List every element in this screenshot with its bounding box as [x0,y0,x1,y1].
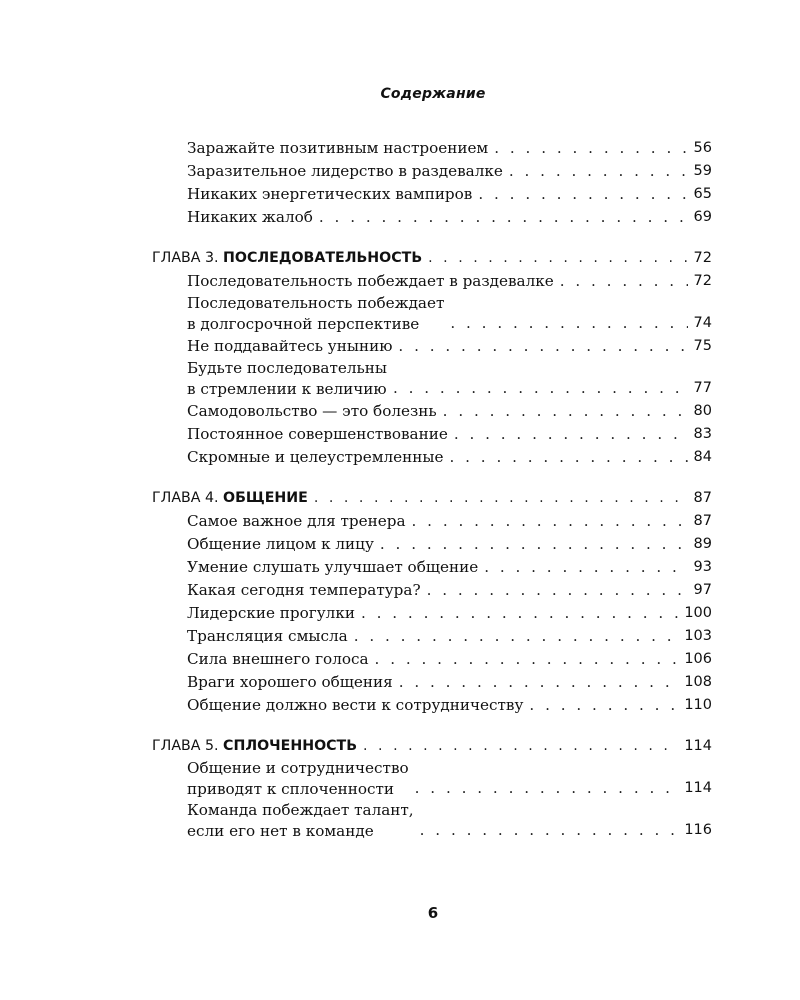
dot-leader [354,625,679,648]
toc-entry-title [187,625,348,648]
toc-section-row[interactable] [152,183,712,206]
dot-leader [494,137,687,160]
toc-entry-line: Какая сегодня температура? [187,581,421,599]
toc-section-row[interactable] [152,358,712,400]
toc-entry-title [187,648,369,671]
toc-entry-line: если его нет в команде [187,822,374,840]
toc-page-number: 59 [693,163,712,179]
dot-leader [427,579,688,602]
chapter-spacer [152,717,712,735]
toc-section-row[interactable] [152,160,712,183]
toc-entry-title [187,160,503,183]
toc-section-row[interactable] [152,648,712,671]
toc-entry-title [187,671,393,694]
toc-entry-line: Команда побеждает талант, [187,801,414,819]
toc-page-number: 87 [693,513,712,529]
dot-leader [529,694,678,717]
toc-chapter-row[interactable] [152,735,712,758]
toc-entry-title [187,556,478,579]
toc-entry-line: приводят к сплоченности [187,780,395,798]
toc-entry-title [187,293,444,335]
toc-page-number: 74 [693,315,712,331]
toc-section-row[interactable] [152,602,712,625]
toc-page-number: 103 [684,628,712,644]
dot-leader [443,400,688,423]
dot-leader [412,510,688,533]
toc-entry-title [187,602,355,625]
toc-entry-title [187,533,374,556]
toc-entry-line: Враги хорошего общения [187,673,393,691]
dot-leader [399,671,679,694]
toc-entry-title [187,137,488,160]
toc-entry-line: Самодовольство — это болезнь [187,402,437,420]
toc-page-number: 97 [693,582,712,598]
toc-page-number: 110 [684,697,712,713]
chapter-name: СПЛОЧЕННОСТЬ [223,738,358,754]
toc-entry-line: Последовательность побеждает в раздевалке [187,272,554,290]
toc-entry-line: Сила внешнего голоса [187,650,369,668]
toc-page-number: 80 [693,403,712,419]
toc-entry-line: в долгосрочной перспективе [187,315,420,333]
toc-page-number: 87 [693,490,712,506]
toc-entry-line: Трансляция смысла [187,627,348,645]
chapter-name: ПОСЛЕДОВАТЕЛЬНОСТЬ [223,250,423,266]
dot-leader [380,533,688,556]
toc-page-number: 84 [693,449,712,465]
toc-entry-title [187,579,421,602]
toc-entry-title [187,335,392,358]
toc-page-number: 77 [693,380,712,396]
toc-entry-line: Скромные и целеустремленные [187,448,444,466]
toc-entry-title [152,735,357,758]
toc-page-number: 106 [684,651,712,667]
toc-section-row[interactable] [152,270,712,293]
dot-leader [375,648,679,671]
toc-entry-line: Будьте последовательны [187,359,387,377]
toc-section-row[interactable] [152,800,712,842]
toc-entry-title [187,400,437,423]
toc-section-row[interactable] [152,671,712,694]
toc-page-number: 116 [684,822,712,838]
toc-entry-title [187,270,554,293]
chapter-label: ГЛАВА 5. [152,738,219,754]
toc-section-row[interactable] [152,446,712,469]
toc-chapter-row[interactable] [152,247,712,270]
toc-section-row[interactable] [152,510,712,533]
dot-leader [420,819,679,842]
dot-leader [314,487,688,510]
toc-page-number: 100 [684,605,712,621]
toc-section-row[interactable] [152,625,712,648]
toc-page-number: 89 [693,536,712,552]
toc-entry-line: Последовательность побеждает [187,294,445,312]
dot-leader [415,777,679,800]
toc-entry-line: Заражайте позитивным настроением [187,139,489,157]
toc-entry-title [187,446,443,469]
toc-entry-title [152,487,308,510]
dot-leader [398,335,687,358]
toc-section-row[interactable] [152,206,712,229]
dot-leader [361,602,678,625]
dot-leader [363,735,678,758]
toc-page-number: 83 [693,426,712,442]
toc-page-number: 93 [693,559,712,575]
toc-entry-line: Постоянное совершенствование [187,425,448,443]
dot-leader [449,446,687,469]
toc-section-row[interactable] [152,533,712,556]
chapter-label: ГЛАВА 4. [152,490,219,506]
toc-page-number: 114 [684,780,712,796]
toc-section-row[interactable] [152,758,712,800]
toc-page-number: 65 [693,186,712,202]
chapter-spacer [152,469,712,487]
dot-leader [450,312,687,335]
dot-leader [478,183,687,206]
toc-entry-title [187,758,409,800]
toc-page-number: 108 [684,674,712,690]
toc-entry-title [187,510,406,533]
toc-entry-title [187,206,313,229]
running-header: Содержание [380,86,486,102]
toc-page-number: 72 [693,273,712,289]
table-of-contents [152,137,712,842]
toc-section-row[interactable] [152,556,712,579]
toc-entry-title [187,358,387,400]
toc-entry-line: Не поддавайтесь унынию [187,337,393,355]
toc-page-number: 72 [693,250,712,266]
chapter-label: ГЛАВА 3. [152,250,219,266]
toc-section-row[interactable] [152,293,712,335]
toc-entry-line: Общение и сотрудничество [187,759,409,777]
toc-entry-title [187,423,448,446]
dot-leader [560,270,688,293]
dot-leader [428,247,687,270]
toc-section-row[interactable] [152,694,712,717]
toc-page-number: 56 [693,140,712,156]
toc-page-number: 69 [693,209,712,225]
toc-chapter-row[interactable] [152,487,712,510]
toc-entry-line: Лидерские прогулки [187,604,355,622]
toc-section-row[interactable] [152,579,712,602]
dot-leader [509,160,688,183]
dot-leader [484,556,687,579]
toc-entry-line: Самое важное для тренера [187,512,406,530]
toc-entry-line: Заразительное лидерство в раздевалке [187,162,503,180]
toc-page-number: 114 [684,738,712,754]
chapter-spacer [152,229,712,247]
toc-entry-title [187,183,472,206]
dot-leader [454,423,688,446]
toc-page-number: 75 [693,338,712,354]
dot-leader [393,377,688,400]
toc-entry-line: в стремлении к величию [187,380,387,398]
toc-entry-title [187,800,414,842]
toc-entry-line: Общение лицом к лицу [187,535,374,553]
toc-section-row[interactable] [152,335,712,358]
toc-entry-line: Никаких жалоб [187,208,313,226]
toc-entry-line: Никаких энергетических вампиров [187,185,473,203]
toc-section-row[interactable] [152,423,712,446]
toc-entry-title [152,247,422,270]
toc-entry-line: Общение должно вести к сотрудничеству [187,696,524,714]
page-number: 6 [427,904,439,922]
toc-entry-title [187,694,523,717]
toc-section-row[interactable] [152,400,712,423]
toc-entry-line: Умение слушать улучшает общение [187,558,479,576]
dot-leader [319,206,688,229]
toc-section-row[interactable] [152,137,712,160]
chapter-name: ОБЩЕНИЕ [223,490,308,506]
